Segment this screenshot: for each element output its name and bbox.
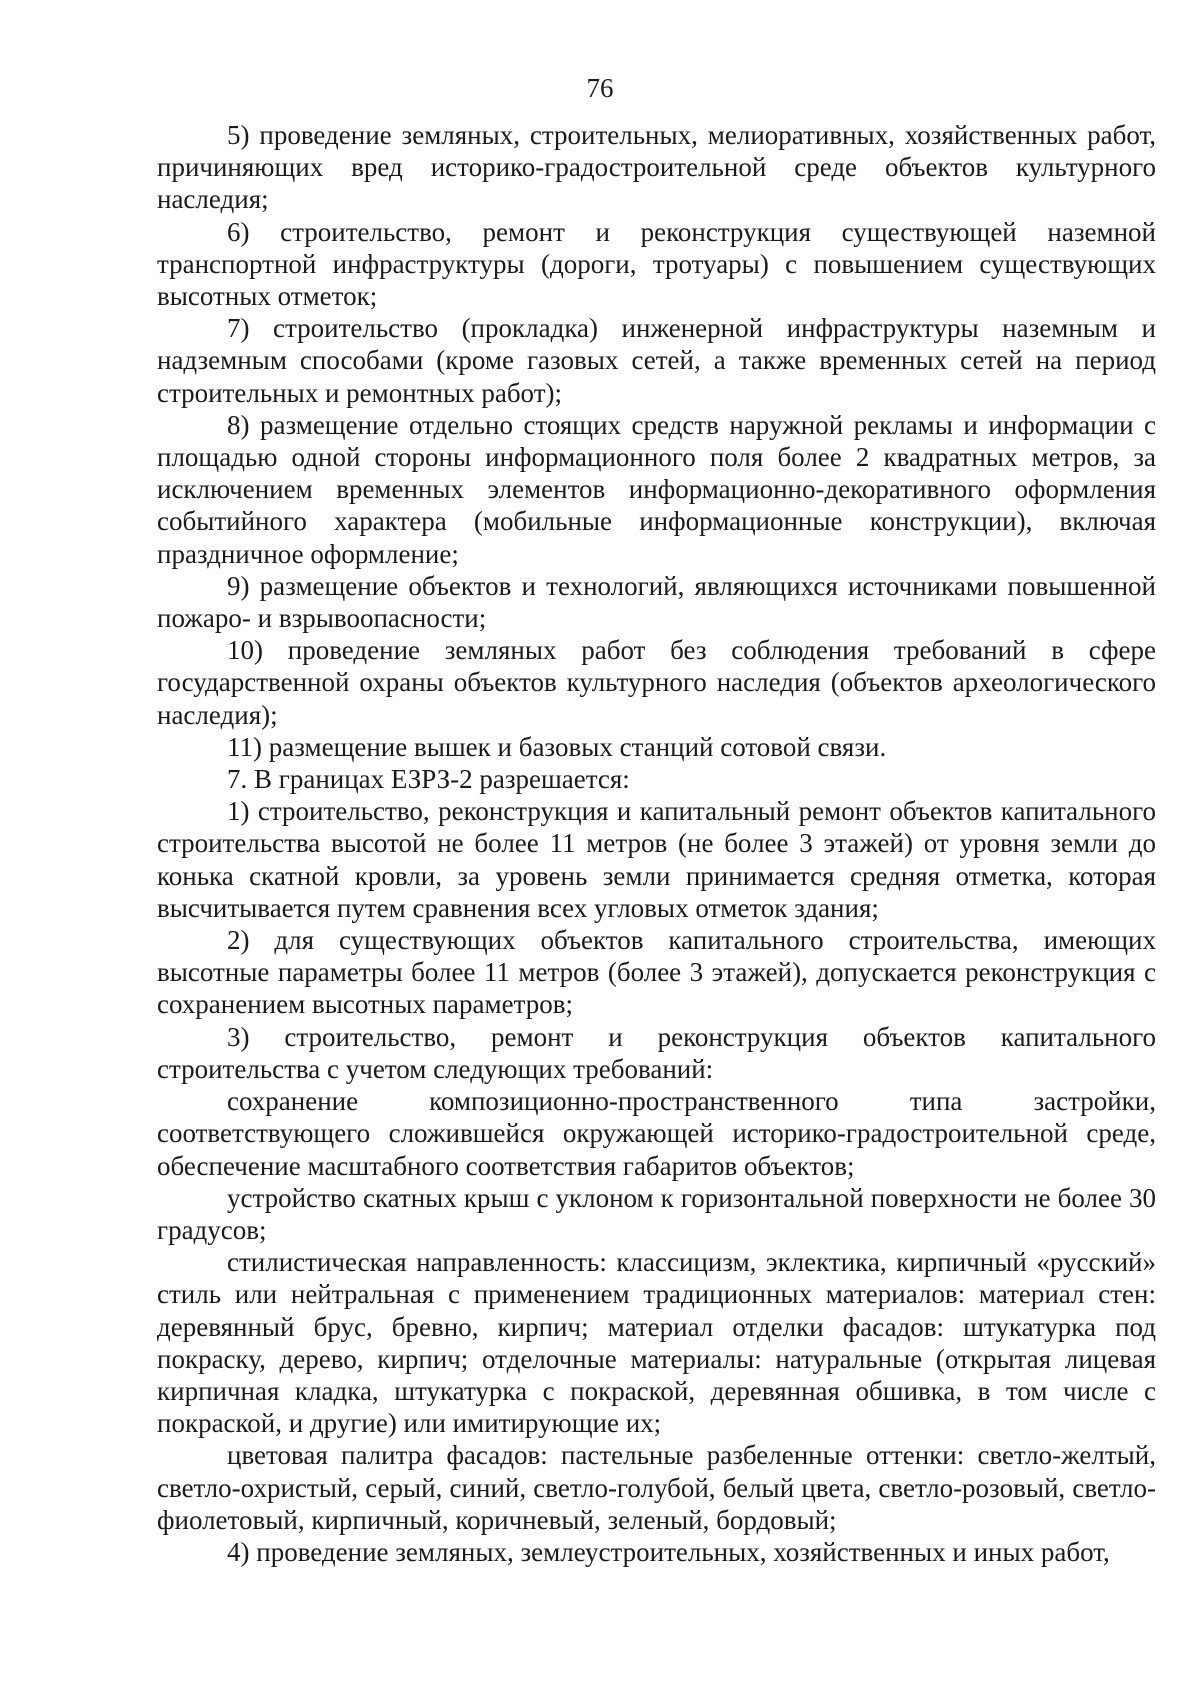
requirement-composition: сохранение композиционно-пространственного типа застройки, соответствующего сложившейся окружающей историко-градостроительной среде, обеспечение масштабного соответствия габаритов объектов; [157,1086,1156,1181]
body-text [157,119,1156,1568]
allowed-item-2: 2) для существующих объектов капитального строительства, имеющих высотные параметры более 11 метров (более 3 этажей), допускается реконструкция с сохранением высотных параметров; [157,925,1156,1020]
section-heading: 7. В границах ЕЗРЗ-2 разрешается: [227,764,630,795]
allowed-item-3: 3) строительство, ремонт и реконструкция объектов капитального строительства с учетом следующих требований: [157,1021,1156,1084]
paragraph-item-5: 5) проведение земляных, строительных, мелиоративных, хозяйственных работ, причиняющих вред историко-градостроительной среде объектов культурного наследия; [157,120,1156,215]
paragraph-item-8: 8) размещение отдельно стоящих средств наружной рекламы и информации с площадью одной стороны информационного поля более 2 квадратных метров, за исключением временных элементов информационно-декоративного оформления событийного характера (мобильные информационные конструкции), включая праздничное оформление; [157,409,1156,569]
paragraph-item-9: 9) размещение объектов и технологий, являющихся источниками повышенной пожаро- и взрывоопасности; [157,570,1156,634]
requirement-color-palette: цветовая палитра фасадов: пастельные разбеленные оттенки: светло-желтый, светло-охристый, серый, синий, светло-голубой, белый цвета, светло-розовый, светло-фиолетовый, кирпичный, коричневый, зеленый, бордовый; [157,1440,1156,1535]
paragraph-item-11: 11) размещение вышек и базовых станций сотовой связи. [227,731,887,762]
requirement-style: стилистическая направленность: классицизм, эклектика, кирпичный «русский» стиль или нейтральная с применением традиционных материалов: материал стен: деревянный брус, бревно, кирпич; материал отделки фасадов: штукатурка под покраску, дерево, кирпич; отделочные материалы: натуральные (открытая лицевая кирпичная кладка, штукатурка с покраской, деревянная обшивка, в том числе с покраской, и другие) или имитирующие их; [157,1247,1156,1439]
paragraph-item-10: 10) проведение земляных работ без соблюдения требований в сфере государственной охраны объектов культурного наследия (объектов археологического наследия); [157,635,1156,730]
allowed-item-1: 1) строительство, реконструкция и капитальный ремонт объектов капитального строительства высотой не более 11 метров (не более 3 этажей) от уровня земли до конька скатной кровли, за уровень земли принимается средняя отметка, которая высчитывается путем сравнения всех угловых отметок здания; [157,796,1156,923]
page-number: 76 [586,73,614,103]
paragraph-item-6: 6) строительство, ремонт и реконструкция существующей наземной транспортной инфраструктуры (дороги, тротуары) с повышением существующих высотных отметок; [157,216,1156,312]
requirement-roof: устройство скатных крыш с уклоном к горизонтальной поверхности не более 30 градусов; [157,1182,1156,1245]
allowed-item-4: 4) проведение земляных, землеустроительных, хозяйственных и иных работ, [227,1536,1110,1567]
paragraph-item-7: 7) строительство (прокладка) инженерной инфраструктуры наземным и надземным способами (кроме газовых сетей, а также временных сетей на период строительных и ремонтных работ); [157,313,1156,408]
